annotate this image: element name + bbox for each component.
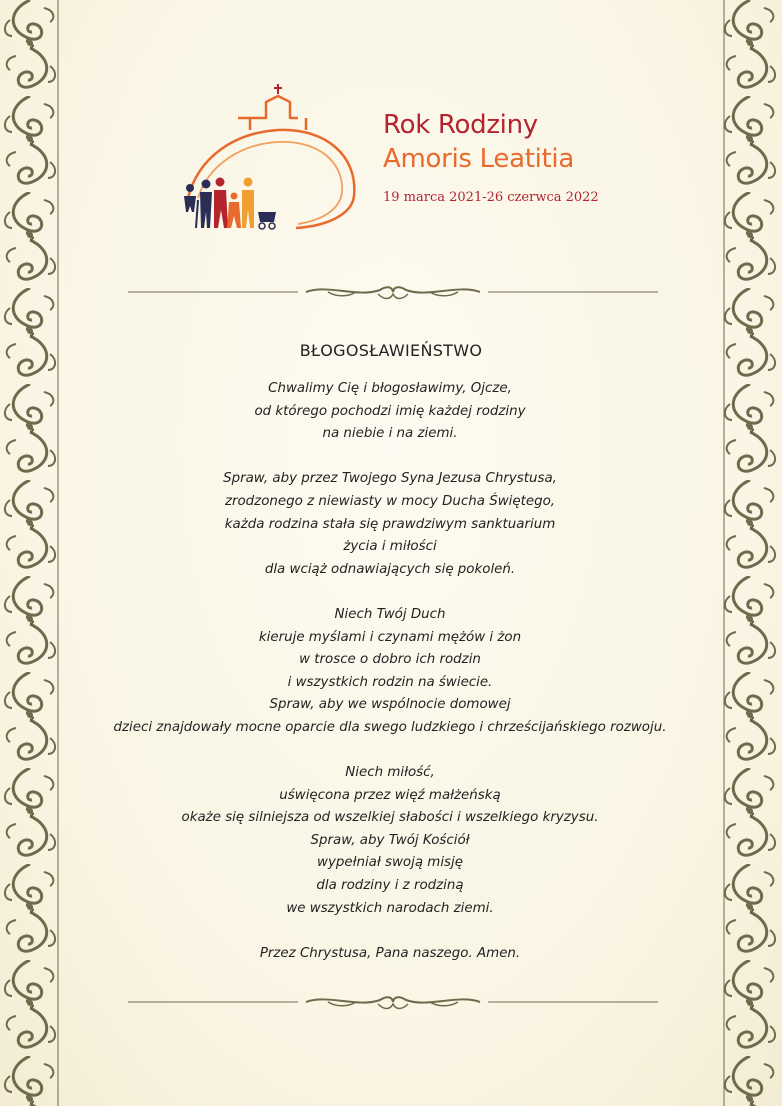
verse-line: w trosce o dobro ich rodzin (299, 652, 481, 668)
ornamental-border-left (0, 0, 62, 1106)
verse-line: dla rodziny i z rodziną (316, 878, 464, 894)
verse-line: zrodzonego z niewiasty w mocy Ducha Świętego, (224, 493, 556, 509)
verse-line: dzieci znajdowały mocne oparcie dla swego ludzkiego i chrześcijańskiego rozwoju. (113, 719, 667, 735)
stanza-4 (70, 762, 710, 920)
ornamental-border-right (720, 0, 782, 1106)
closing-line: Przez Chrystusa, Pana naszego. Amen. (259, 945, 521, 961)
verse-line: od którego pochodzi imię każdej rodziny (254, 403, 526, 419)
ornamental-divider-top (128, 280, 658, 304)
verse-line: Spraw, aby we wspólnocie domowej (269, 697, 511, 713)
rok-rodziny-logo (178, 78, 378, 238)
verse-line: każda rodzina stała się prawdziwym sanktuarium (224, 516, 556, 532)
verse-line: dla wciąż odnawiających się pokoleń. (264, 561, 516, 577)
logo-dates: 19 marca 2021-26 czerwca 2022 (383, 190, 599, 205)
stanza-2 (70, 468, 710, 581)
verse-line: Spraw, aby przez Twojego Syna Jezusa Chrystusa, (223, 471, 557, 487)
verse-line: Niech miłość, (345, 765, 435, 781)
verse-line: wypełniał swoją misję (317, 855, 463, 871)
ornamental-divider-bottom (128, 990, 658, 1014)
logo-title-line2: Amoris Leatitia (383, 144, 574, 174)
verse-line: we wszystkich narodach ziemi. (286, 900, 494, 916)
family-figures-icon (184, 178, 276, 230)
verse-line: kieruje myślami i czynami mężów i żon (258, 629, 522, 645)
stanza-1 (70, 378, 710, 446)
prayer-text (70, 378, 710, 965)
verse-line: życia i miłości (343, 539, 437, 555)
verse-line: na niebie i na ziemi. (322, 426, 458, 442)
verse-line: Chwalimy Cię i błogosławimy, Ojcze, (268, 381, 512, 396)
stanza-3 (70, 604, 710, 740)
logo-wordmark (383, 108, 599, 205)
verse-line: Spraw, aby Twój Kościół (310, 832, 470, 848)
verse-line: uświęcona przez więź małżeńską (279, 787, 501, 803)
logo-title-line1: Rok Rodziny (383, 110, 538, 140)
verse-line: i wszystkich rodzin na świecie. (287, 674, 493, 690)
verse-line: okaże się silniejsza od wszelkiej słabości i wszelkiego kryzysu. (181, 810, 599, 826)
verse-line: Niech Twój Duch (334, 606, 446, 622)
document-heading: BŁOGOSŁAWIEŃSTWO (299, 341, 483, 360)
